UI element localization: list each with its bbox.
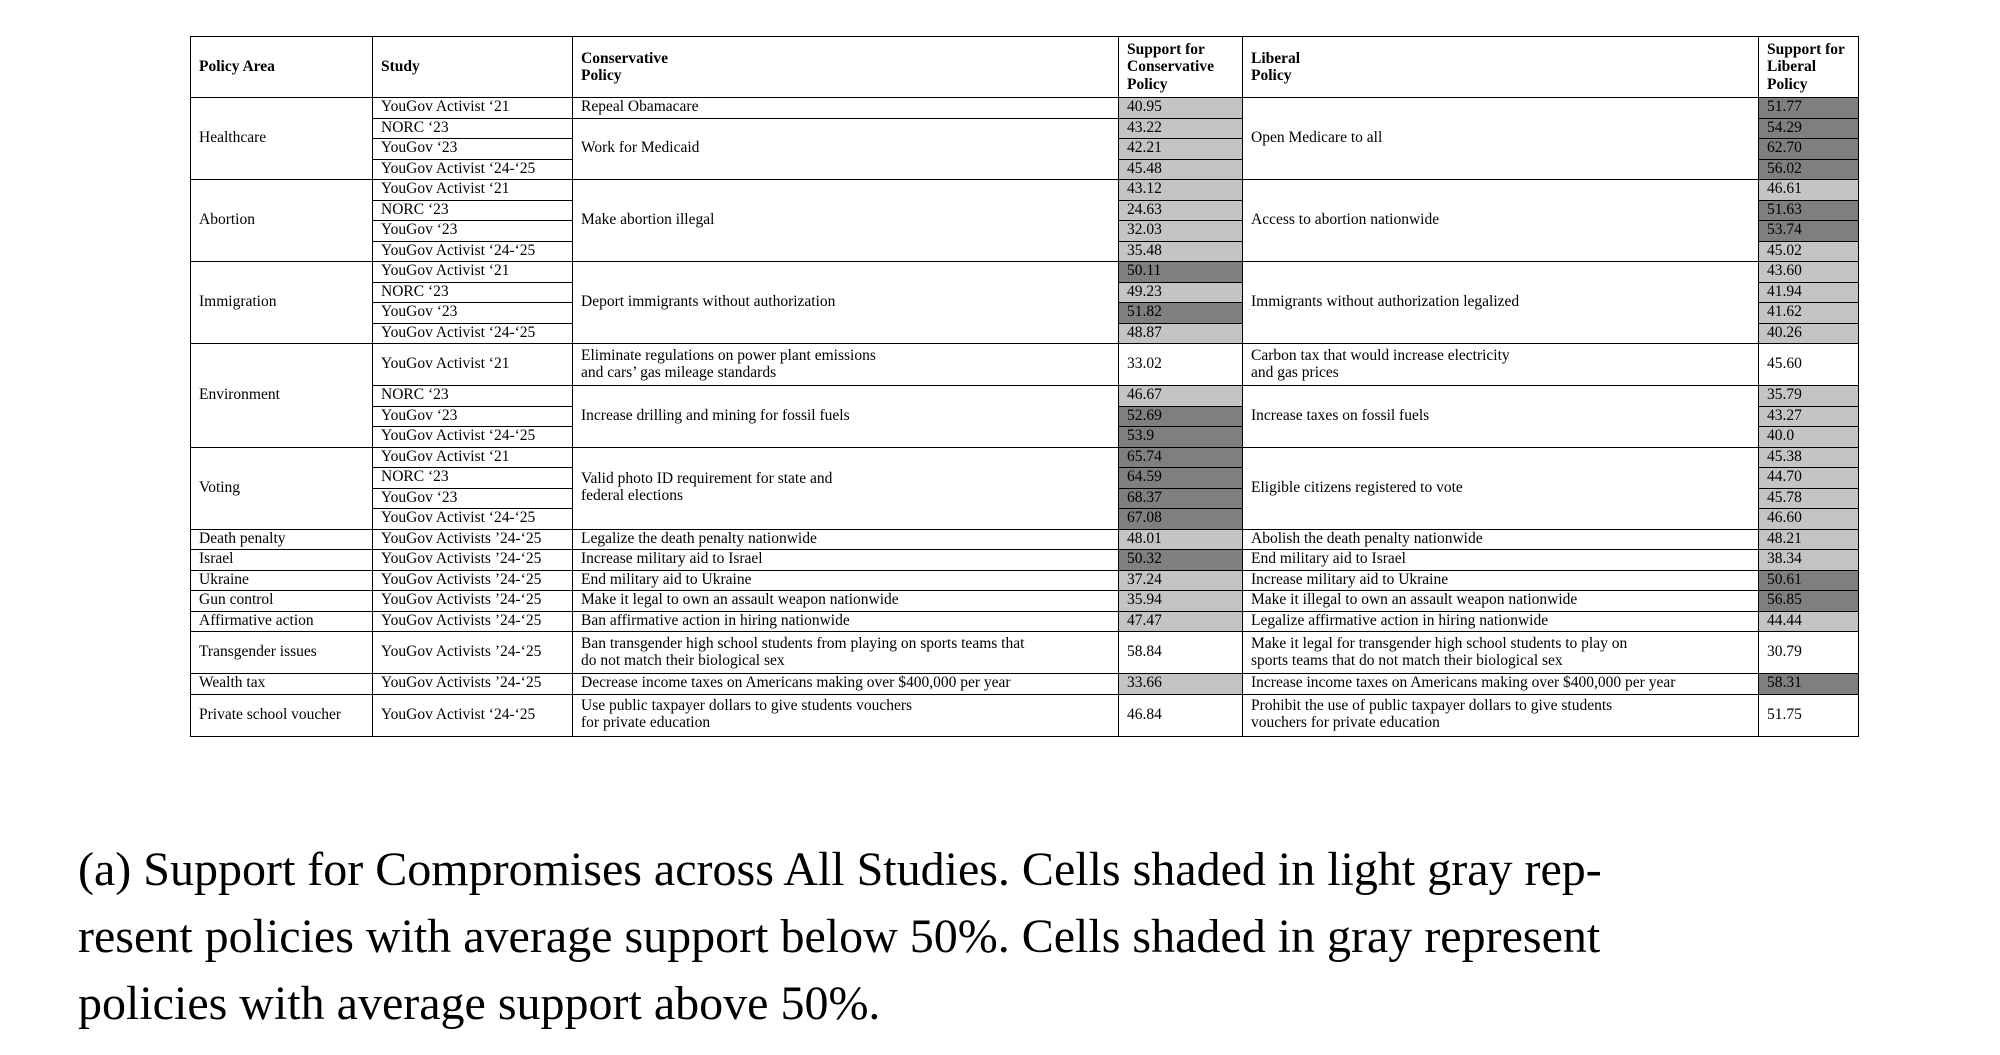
study-cell: YouGov Activists ’24-‘25 [373, 550, 573, 571]
liberal-support-cell: 56.85 [1759, 591, 1859, 612]
header-conservative-policy: Conservative Policy [573, 37, 1119, 98]
liberal-policy-cell: Abolish the death penalty nationwide [1243, 529, 1759, 550]
table-row [191, 611, 1859, 632]
header-support-conservative: Support for Conservative Policy [1119, 37, 1243, 98]
conservative-support-cell: 48.01 [1119, 529, 1243, 550]
conservative-support-cell: 50.32 [1119, 550, 1243, 571]
liberal-policy-cell: Eligible citizens registered to vote [1243, 447, 1759, 529]
study-cell: YouGov Activist ‘24-‘25 [373, 159, 573, 180]
policy-table-container [190, 36, 1858, 737]
policy-area-cell: Transgender issues [191, 632, 373, 674]
study-cell: NORC ‘23 [373, 468, 573, 489]
policy-area-cell: Ukraine [191, 570, 373, 591]
conservative-policy-cell: Make it legal to own an assault weapon nationwide [573, 591, 1119, 612]
policy-area-cell: Affirmative action [191, 611, 373, 632]
study-cell: YouGov ‘23 [373, 406, 573, 427]
conservative-policy-cell: Decrease income taxes on Americans making over $400,000 per year [573, 674, 1119, 695]
study-cell: YouGov Activist ‘24-‘25 [373, 509, 573, 530]
liberal-policy-cell: Legalize affirmative action in hiring nationwide [1243, 611, 1759, 632]
conservative-support-cell: 32.03 [1119, 221, 1243, 242]
policy-area-cell: Healthcare [191, 98, 373, 180]
liberal-support-cell: 51.63 [1759, 200, 1859, 221]
study-cell: YouGov Activist ‘24-‘25 [373, 323, 573, 344]
liberal-policy-cell: Increase taxes on fossil fuels [1243, 386, 1759, 448]
liberal-policy-cell: Prohibit the use of public taxpayer dollars to give students vouchers for private education [1243, 694, 1759, 736]
conservative-policy-cell: Eliminate regulations on power plant emissions and cars’ gas mileage standards [573, 344, 1119, 386]
study-cell: NORC ‘23 [373, 118, 573, 139]
policy-area-cell: Gun control [191, 591, 373, 612]
liberal-support-cell: 45.60 [1759, 344, 1859, 386]
study-cell: YouGov Activist ‘24-‘25 [373, 694, 573, 736]
conservative-support-cell: 40.95 [1119, 98, 1243, 119]
study-cell: YouGov ‘23 [373, 303, 573, 324]
policy-support-table [190, 36, 1859, 737]
conservative-policy-cell: Use public taxpayer dollars to give students vouchers for private education [573, 694, 1119, 736]
header-support-liberal: Support for Liberal Policy [1759, 37, 1859, 98]
study-cell: YouGov Activist ‘21 [373, 447, 573, 468]
policy-area-cell: Private school voucher [191, 694, 373, 736]
liberal-support-cell: 51.75 [1759, 694, 1859, 736]
study-cell: YouGov Activist ‘21 [373, 98, 573, 119]
liberal-support-cell: 41.94 [1759, 282, 1859, 303]
table-row [191, 570, 1859, 591]
conservative-policy-cell: Valid photo ID requirement for state and federal elections [573, 447, 1119, 529]
study-cell: YouGov ‘23 [373, 221, 573, 242]
conservative-support-cell: 45.48 [1119, 159, 1243, 180]
conservative-policy-cell: Ban transgender high school students from playing on sports teams that do not match their biological sex [573, 632, 1119, 674]
liberal-support-cell: 44.44 [1759, 611, 1859, 632]
conservative-support-cell: 65.74 [1119, 447, 1243, 468]
table-row [191, 386, 1859, 407]
liberal-support-cell: 45.38 [1759, 447, 1859, 468]
liberal-support-cell: 30.79 [1759, 632, 1859, 674]
conservative-support-cell: 46.84 [1119, 694, 1243, 736]
conservative-support-cell: 51.82 [1119, 303, 1243, 324]
conservative-support-cell: 33.02 [1119, 344, 1243, 386]
liberal-support-cell: 54.29 [1759, 118, 1859, 139]
header-study: Study [373, 37, 573, 98]
header-liberal-policy: Liberal Policy [1243, 37, 1759, 98]
conservative-policy-cell: Ban affirmative action in hiring nationwide [573, 611, 1119, 632]
header-policy-area: Policy Area [191, 37, 373, 98]
study-cell: YouGov Activist ‘24-‘25 [373, 427, 573, 448]
conservative-support-cell: 64.59 [1119, 468, 1243, 489]
study-cell: YouGov Activists ’24-‘25 [373, 674, 573, 695]
conservative-policy-cell: Work for Medicaid [573, 118, 1119, 180]
liberal-support-cell: 46.61 [1759, 180, 1859, 201]
liberal-support-cell: 62.70 [1759, 139, 1859, 160]
conservative-support-cell: 67.08 [1119, 509, 1243, 530]
liberal-policy-cell: Make it illegal to own an assault weapon nationwide [1243, 591, 1759, 612]
study-cell: YouGov Activists ’24-‘25 [373, 611, 573, 632]
caption-line: resent policies with average support below 50%. Cells shaded in gray represent [78, 910, 1601, 963]
conservative-support-cell: 37.24 [1119, 570, 1243, 591]
liberal-support-cell: 41.62 [1759, 303, 1859, 324]
liberal-policy-cell: End military aid to Israel [1243, 550, 1759, 571]
liberal-support-cell: 45.02 [1759, 241, 1859, 262]
policy-area-cell: Environment [191, 344, 373, 448]
table-row [191, 447, 1859, 468]
liberal-policy-cell: Carbon tax that would increase electricity and gas prices [1243, 344, 1759, 386]
conservative-support-cell: 35.94 [1119, 591, 1243, 612]
conservative-support-cell: 50.11 [1119, 262, 1243, 283]
conservative-support-cell: 42.21 [1119, 139, 1243, 160]
liberal-policy-cell: Increase income taxes on Americans making over $400,000 per year [1243, 674, 1759, 695]
policy-area-cell: Israel [191, 550, 373, 571]
conservative-policy-cell: Make abortion illegal [573, 180, 1119, 262]
conservative-policy-cell: Legalize the death penalty nationwide [573, 529, 1119, 550]
table-row [191, 262, 1859, 283]
policy-area-cell: Voting [191, 447, 373, 529]
liberal-support-cell: 35.79 [1759, 386, 1859, 407]
policy-area-cell: Wealth tax [191, 674, 373, 695]
liberal-support-cell: 50.61 [1759, 570, 1859, 591]
conservative-policy-cell: Increase military aid to Israel [573, 550, 1119, 571]
conservative-support-cell: 46.67 [1119, 386, 1243, 407]
liberal-support-cell: 40.26 [1759, 323, 1859, 344]
table-row [191, 180, 1859, 201]
study-cell: YouGov ‘23 [373, 139, 573, 160]
conservative-support-cell: 68.37 [1119, 488, 1243, 509]
liberal-support-cell: 56.02 [1759, 159, 1859, 180]
liberal-support-cell: 51.77 [1759, 98, 1859, 119]
conservative-policy-cell: Increase drilling and mining for fossil fuels [573, 386, 1119, 448]
table-row [191, 550, 1859, 571]
table-row [191, 529, 1859, 550]
conservative-support-cell: 33.66 [1119, 674, 1243, 695]
liberal-policy-cell: Immigrants without authorization legalized [1243, 262, 1759, 344]
liberal-support-cell: 46.60 [1759, 509, 1859, 530]
policy-area-cell: Death penalty [191, 529, 373, 550]
conservative-support-cell: 53.9 [1119, 427, 1243, 448]
conservative-support-cell: 47.47 [1119, 611, 1243, 632]
study-cell: YouGov Activists ’24-‘25 [373, 570, 573, 591]
liberal-support-cell: 58.31 [1759, 674, 1859, 695]
table-row [191, 591, 1859, 612]
study-cell: YouGov Activist ‘24-‘25 [373, 241, 573, 262]
conservative-policy-cell: End military aid to Ukraine [573, 570, 1119, 591]
conservative-support-cell: 24.63 [1119, 200, 1243, 221]
conservative-support-cell: 43.22 [1119, 118, 1243, 139]
liberal-support-cell: 38.34 [1759, 550, 1859, 571]
policy-area-cell: Immigration [191, 262, 373, 344]
liberal-support-cell: 44.70 [1759, 468, 1859, 489]
liberal-support-cell: 45.78 [1759, 488, 1859, 509]
figure-caption [78, 836, 1978, 1037]
conservative-support-cell: 52.69 [1119, 406, 1243, 427]
liberal-support-cell: 48.21 [1759, 529, 1859, 550]
liberal-support-cell: 53.74 [1759, 221, 1859, 242]
study-cell: NORC ‘23 [373, 282, 573, 303]
header-row [191, 37, 1859, 98]
liberal-policy-cell: Increase military aid to Ukraine [1243, 570, 1759, 591]
liberal-policy-cell: Open Medicare to all [1243, 98, 1759, 180]
study-cell: YouGov Activist ‘21 [373, 180, 573, 201]
study-cell: YouGov Activists ’24-‘25 [373, 632, 573, 674]
liberal-policy-cell: Access to abortion nationwide [1243, 180, 1759, 262]
conservative-support-cell: 49.23 [1119, 282, 1243, 303]
conservative-support-cell: 58.84 [1119, 632, 1243, 674]
policy-area-cell: Abortion [191, 180, 373, 262]
table-row [191, 98, 1859, 119]
liberal-support-cell: 43.27 [1759, 406, 1859, 427]
study-cell: NORC ‘23 [373, 386, 573, 407]
study-cell: YouGov Activist ‘21 [373, 344, 573, 386]
table-row [191, 632, 1859, 674]
conservative-policy-cell: Repeal Obamacare [573, 98, 1119, 119]
caption-line: (a) Support for Compromises across All Studies. Cells shaded in light gray rep- [78, 843, 1602, 896]
caption-line: policies with average support above 50%. [78, 977, 881, 1030]
conservative-support-cell: 43.12 [1119, 180, 1243, 201]
conservative-support-cell: 35.48 [1119, 241, 1243, 262]
study-cell: YouGov Activists ’24-‘25 [373, 591, 573, 612]
study-cell: YouGov Activists ’24-‘25 [373, 529, 573, 550]
table-row [191, 674, 1859, 695]
study-cell: YouGov Activist ‘21 [373, 262, 573, 283]
liberal-policy-cell: Make it legal for transgender high school students to play on sports teams that do not match their biological sex [1243, 632, 1759, 674]
liberal-support-cell: 43.60 [1759, 262, 1859, 283]
conservative-support-cell: 48.87 [1119, 323, 1243, 344]
study-cell: NORC ‘23 [373, 200, 573, 221]
table-row [191, 694, 1859, 736]
study-cell: YouGov ‘23 [373, 488, 573, 509]
conservative-policy-cell: Deport immigrants without authorization [573, 262, 1119, 344]
table-row [191, 344, 1859, 386]
liberal-support-cell: 40.0 [1759, 427, 1859, 448]
